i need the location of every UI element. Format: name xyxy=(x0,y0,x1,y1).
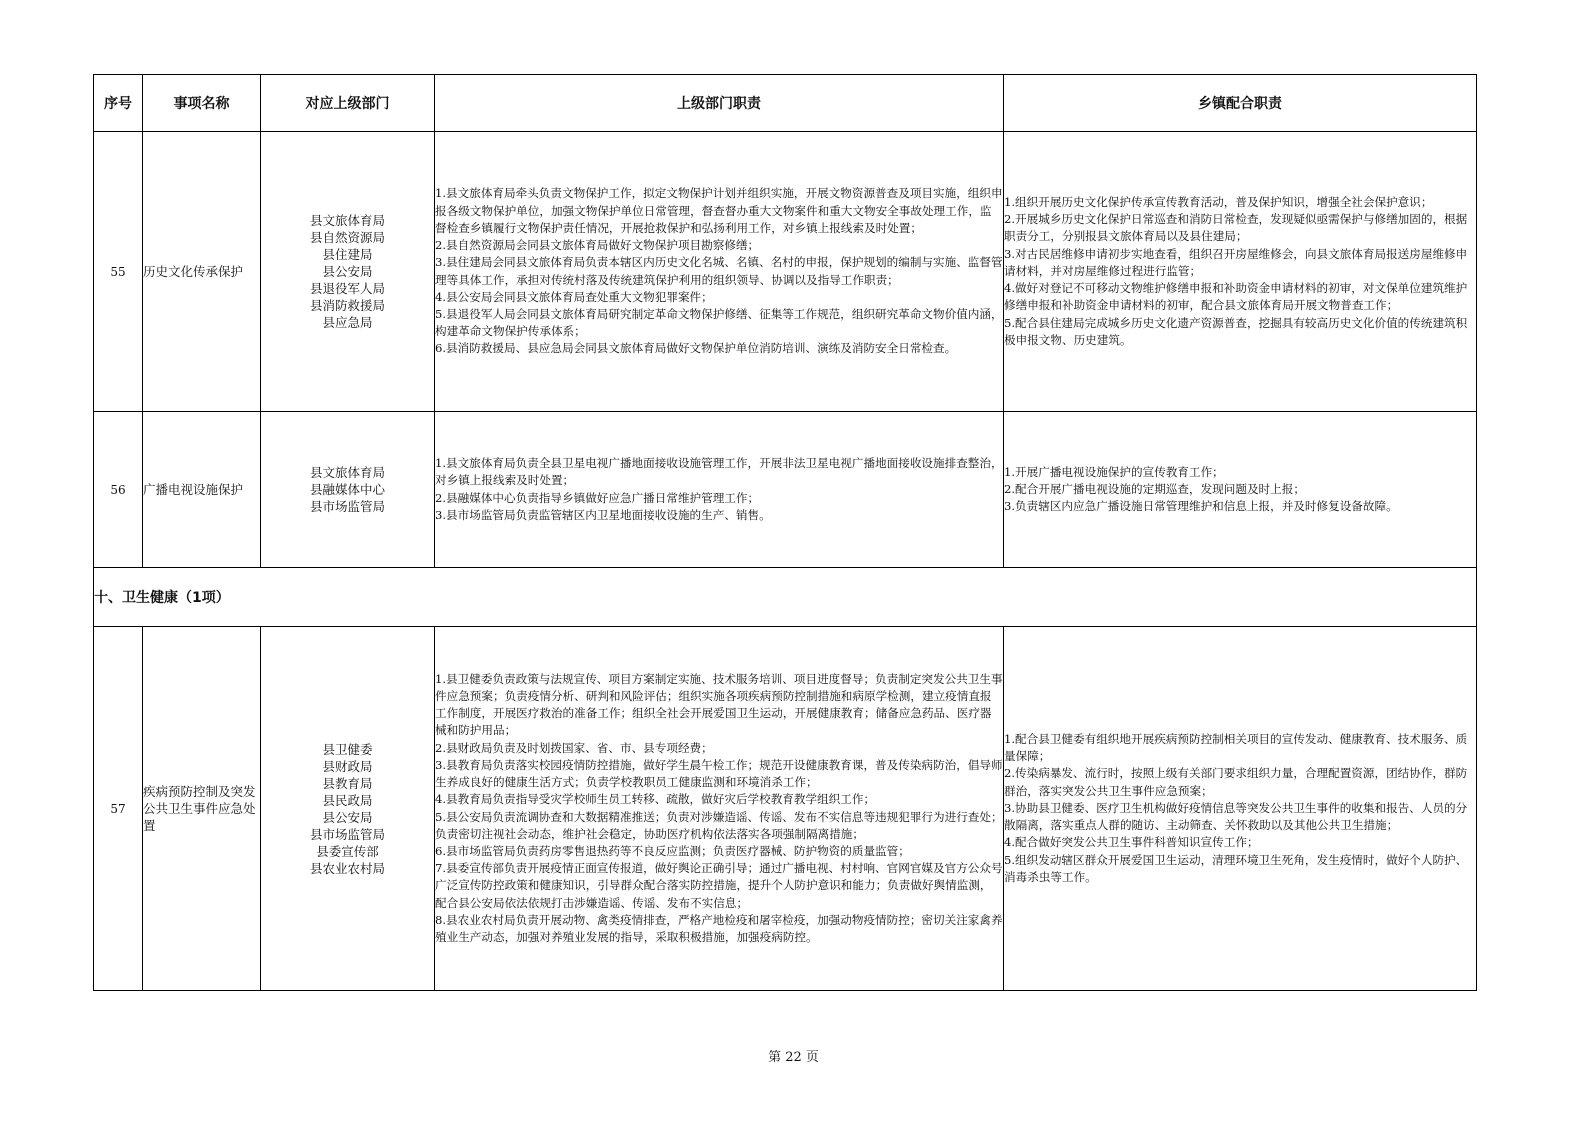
dept-entry: 县市场监管局 xyxy=(309,826,385,842)
row-departments xyxy=(261,627,435,991)
coop-item: 1.开展广播电视设施保护的宣传教育工作； xyxy=(1004,464,1224,479)
coop-item: 4.做好对登记不可移动文物维护修缮申报和补助资金申请材料的初审，对文保单位建筑维护修缮申报和补助资金申请材料的初审，配合县文旅体育局开展文物普查工作； xyxy=(1004,281,1468,313)
coop-item: 2.开展城乡历史文化保护日常巡查和消防日常检查，发现疑似亟需保护与修缮加固的，根据职责分工，分别报县文旅体育局以及县住建局； xyxy=(1004,212,1468,244)
dept-entry: 县委宣传部 xyxy=(316,843,379,859)
dept-entry: 县公安局 xyxy=(322,809,373,825)
header-town-duty: 乡镇配合职责 xyxy=(1004,75,1477,132)
dept-entry: 县财政局 xyxy=(322,758,373,774)
dept-entry: 县住建局 xyxy=(322,247,373,262)
row-upper-duties xyxy=(435,412,1004,568)
dept-entry: 县消防救援局 xyxy=(309,298,385,313)
responsibility-table xyxy=(93,74,1477,991)
duty-item: 5.县公安局负责流调协查和大数据精准推送；负责对涉嫌造谣、传谣、发布不实信息等违规犯罪行为进行查处；负责密切注视社会动态，维护社会稳定，协助医疗机构依法落实各项强制隔离措施； xyxy=(435,809,1003,841)
coop-item: 1.配合县卫健委有组织地开展疾病预防控制相关项目的宣传发动、健康教育、技术服务、质量保障； xyxy=(1004,732,1468,764)
coop-item: 3.协助县卫健委、医疗卫生机构做好疫情信息等突发公共卫生事件的收集和报告、人员的分散隔离，落实重点人群的随访、主动筛查、关怀救助以及其他公共卫生措施； xyxy=(1004,800,1468,833)
header-upper-duty: 上级部门职责 xyxy=(435,75,1004,132)
duty-item: 2.县财政局负责及时划拨国家、省、市、县专项经费； xyxy=(435,740,713,755)
table-row xyxy=(94,132,1477,412)
dept-entry: 县融媒体中心 xyxy=(309,482,385,497)
row-item-name: 历史文化传承保护 xyxy=(143,132,261,412)
header-index: 序号 xyxy=(94,75,143,132)
duty-item: 4.县教育局负责指导受灾学校师生员工转移、疏散，做好灾后学校教育教学组织工作； xyxy=(435,792,876,807)
duty-item: 8.县农业农村局负责开展动物、禽类疫情排查，严格产地检疫和屠宰检疫，加强动物疫情防控；密切关注家禽养殖业生产动态，加强对养殖业发展的指导，采取积极措施，加强疫病防控。 xyxy=(435,912,1003,944)
row-item-name: 疾病预防控制及突发公共卫生事件应急处置 xyxy=(143,627,261,991)
duty-item: 1.县卫健委负责政策与法规宣传、项目方案制定实施、技术服务培训、项目进度督导；负责制定突发公共卫生事件应急预案；负责疫情分析、研判和风险评估；组织实施各项疾病预防控制措施和病原学检测，建立疫情直报工作制度，开展医疗救治的准备工作；组织全社会开展爱国卫生运动，开展健康教育；储备应急药品、医疗器械和防护用品； xyxy=(435,671,1003,738)
dept-entry: 县卫健委 xyxy=(322,741,373,757)
dept-entry: 县退役军人局 xyxy=(309,281,385,296)
row-upper-duties xyxy=(435,132,1004,412)
duty-item: 6.县消防救援局、县应急局会同县文旅体育局做好文物保护单位消防培训、演练及消防安全日常检查。 xyxy=(435,341,957,356)
dept-entry: 县文旅体育局 xyxy=(309,213,385,228)
dept-entry: 县文旅体育局 xyxy=(309,465,385,480)
row-index: 57 xyxy=(94,627,143,991)
coop-item: 2.配合开展广播电视设施的定期巡查，发现问题及时上报； xyxy=(1004,481,1305,496)
dept-entry: 县教育局 xyxy=(322,775,373,791)
row-index: 56 xyxy=(94,412,143,568)
duty-item: 7.县委宣传部负责开展疫情正面宣传报道，做好舆论正确引导；通过广播电视、村村响、官网官媒及官方公众号广泛宣传防控政策和健康知识，引导群众配合落实防控措施，提升个人防护意识和能力；负责做好舆情监测，配合县公安局依法依规打击涉嫌造谣、传谣、发布不实信息； xyxy=(435,861,1003,910)
duty-item: 1.县文旅体育局负责全县卫星电视广播地面接收设施管理工作，开展非法卫星电视广播地面接收设施排查整治，对乡镇上报线索及时处置； xyxy=(435,456,1003,488)
row-town-duties xyxy=(1004,627,1477,991)
row-town-duties xyxy=(1004,132,1477,412)
dept-entry: 县市场监管局 xyxy=(309,499,385,514)
section-row xyxy=(94,568,1477,627)
coop-item: 1.组织开展历史文化保护传承宣传教育活动，普及保护知识，增强全社会保护意识； xyxy=(1004,195,1433,210)
duty-item: 6.县市场监管局负责药房零售退热药等不良反应监测；负责医疗器械、防护物资的质量监管； xyxy=(435,843,910,858)
duty-item: 3.县市场监管局负责监管辖区内卫星地面接收设施的生产、销售。 xyxy=(435,507,771,522)
header-department: 对应上级部门 xyxy=(261,75,435,132)
coop-item: 2.传染病暴发、流行时，按照上级有关部门要求组织力量，合理配置资源，团结协作，群防群治，落实突发公共卫生事件应急预案； xyxy=(1004,766,1468,798)
dept-entry: 县应急局 xyxy=(322,315,373,330)
duty-item: 4.县公安局会同县文旅体育局查处重大文物犯罪案件； xyxy=(435,289,713,304)
section-title: 十、卫生健康（1项） xyxy=(94,568,1477,627)
duty-item: 2.县自然资源局会同县文旅体育局做好文物保护项目勘察修缮； xyxy=(435,238,760,253)
dept-entry: 县公安局 xyxy=(322,264,373,279)
duty-item: 3.县教育局负责落实校园疫情防控措施，做好学生晨午检工作；规范开设健康教育课，普及传染病防治，倡导师生养成良好的健康生活方式；负责学校教职员工健康监测和环境消杀工作； xyxy=(435,757,1003,790)
row-departments xyxy=(261,132,435,412)
row-index: 55 xyxy=(94,132,143,412)
duty-item: 5.县退役军人局会同县文旅体育局研究制定革命文物保护修缮、征集等工作规范，组织研究革命文物价值内涵，构建革命文物保护传承体系； xyxy=(435,306,1003,339)
dept-entry: 县农业农村局 xyxy=(309,860,385,876)
table-row xyxy=(94,412,1477,568)
header-item-name: 事项名称 xyxy=(143,75,261,132)
row-upper-duties xyxy=(435,627,1004,991)
coop-item: 5.组织发动辖区群众开展爱国卫生运动，清理环境卫生死角，发生疫情时，做好个人防护、消毒杀虫等工作。 xyxy=(1004,852,1468,884)
table-header-row xyxy=(94,75,1477,132)
dept-entry: 县自然资源局 xyxy=(309,230,385,245)
coop-item: 3.负责辖区内应急广播设施日常管理维护和信息上报，并及时修复设备故障。 xyxy=(1004,499,1398,514)
duty-item: 3.县住建局会同县文旅体育局负责本辖区内历史文化名城、名镇、名村的申报，保护规划的编制与实施、监督管理等具体工作，承担对传统村落及传统建筑保护利用的组织领导、协调以及指导工作职责； xyxy=(435,255,1003,287)
row-town-duties xyxy=(1004,412,1477,568)
coop-item: 3.对古民居维修申请初步实地查看，组织召开房屋维修会，向县文旅体育局报送房屋维修申请材料，并对房屋维修过程进行监管； xyxy=(1004,246,1468,278)
duty-item: 1.县文旅体育局牵头负责文物保护工作，拟定文物保护计划并组织实施，开展文物资源普查及项目实施，组织申报各级文物保护单位，加强文物保护单位日常管理，督查督办重大文物案件和重大文物安全事故处理工作，监督检查乡镇履行文物保护责任情况，开展抢救保护和弘扬利用工作，对乡镇上报线索及时处置； xyxy=(435,186,1003,235)
duty-item: 2.县融媒体中心负责指导乡镇做好应急广播日常维护管理工作； xyxy=(435,490,760,505)
coop-item: 5.配合县住建局完成城乡历史文化遗产资源普查，挖掘具有较高历史文化价值的传统建筑积极申报文物、历史建筑。 xyxy=(1004,315,1468,347)
dept-entry: 县民政局 xyxy=(322,792,373,808)
coop-item: 4.配合做好突发公共卫生事件科普知识宣传工作； xyxy=(1004,835,1259,850)
page-number: 第 22 页 xyxy=(768,1050,819,1065)
table-row xyxy=(94,627,1477,991)
row-item-name: 广播电视设施保护 xyxy=(143,412,261,568)
row-departments xyxy=(261,412,435,568)
